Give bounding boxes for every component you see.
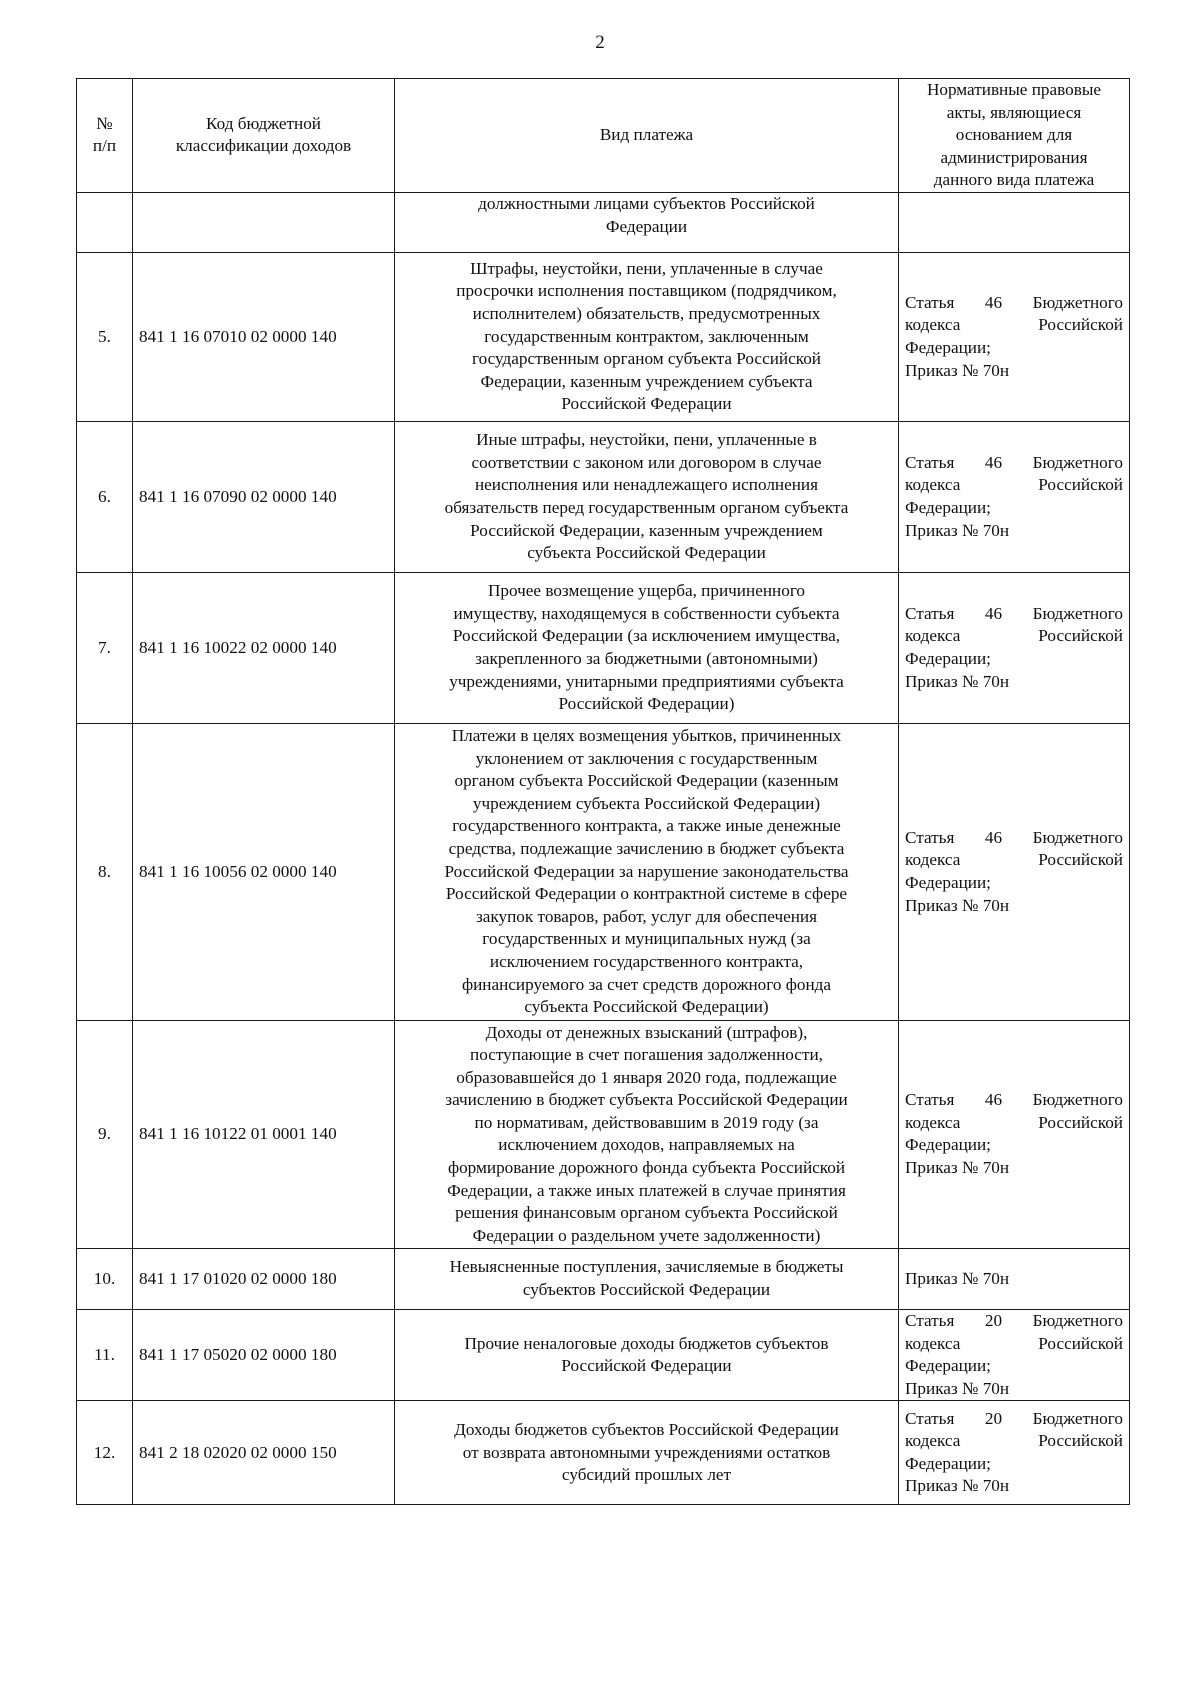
table-row (77, 252, 1130, 421)
row-code: 841 1 17 01020 02 0000 180 (133, 1248, 395, 1309)
row-legal-acts (899, 421, 1130, 572)
row-code: 841 1 16 10056 02 0000 140 (133, 723, 395, 1020)
legal-act-line: Приказ № 70н (905, 1158, 1010, 1178)
row-number: 12. (77, 1401, 133, 1505)
row-payment-type: Доходы от денежных взысканий (штрафов), поступающие в счет погашения задолженности, образовавшейся до 1 января 2020 года, подлежащие зачислению в бюджет субъекта Российской Федерации по нормативам, действовавшим в 2019 году (за исключением доходов, направляемых на формирование дорожного фонда субъекта Российской Федерации, а также иных платежей в случае принятия решения финансовым органом субъекта Российской Федерации о раздельном учете задолженности) (395, 1020, 899, 1248)
row-code: 841 2 18 02020 02 0000 150 (133, 1401, 395, 1505)
row-code (133, 192, 395, 252)
legal-act-line: кодекса Российской (905, 1333, 1123, 1353)
row-payment-type: Штрафы, неустойки, пени, уплаченные в случае просрочки исполнения поставщиком (подрядчиком, исполнителем) обязательств, предусмотренных государственным контрактом, заключенным государственным органом субъекта Российской Федерации, казенным учреждением субъекта Российской Федерации (395, 252, 899, 421)
row-payment-type: Невыясненные поступления, зачисляемые в бюджеты субъектов Российской Федерации (395, 1248, 899, 1309)
row-number: 7. (77, 572, 133, 723)
legal-act-line: Статья 20 Бюджетного (905, 1408, 1123, 1428)
row-legal-acts (899, 192, 1130, 252)
legal-act-line: Федерации; (905, 1356, 991, 1376)
table-row (77, 1020, 1130, 1248)
legal-act-line: Статья 46 Бюджетного (905, 1090, 1123, 1110)
table-header-row (77, 79, 1130, 193)
legal-act-line: Статья 46 Бюджетного (905, 292, 1123, 312)
legal-act-line: кодекса Российской (905, 626, 1123, 646)
legal-act-line: Приказ № 70н (905, 1268, 1010, 1288)
row-legal-acts (899, 1020, 1130, 1248)
legal-act-line: Приказ № 70н (905, 520, 1010, 540)
row-payment-type: Платежи в целях возмещения убытков, причиненных уклонением от заключения с государственным органом субъекта Российской Федерации (казенным учреждением субъекта Российской Федерации) государственного контракта, а также иные денежные средства, подлежащие зачислению в бюджет субъекта Российской Федерации за нарушение законодательства Российской Федерации о контрактной системе в сфере закупок товаров, работ, услуг для обеспечения государственных и муниципальных нужд (за исключением государственного контракта, финансируемого за счет средств дорожного фонда субъекта Российской Федерации) (395, 723, 899, 1020)
row-number: 10. (77, 1248, 133, 1309)
budget-classification-table (76, 78, 1130, 1505)
header-legal-acts: Нормативные правовые акты, являющиеся основанием для администрирования данного вида платежа (899, 79, 1130, 193)
row-number: 11. (77, 1309, 133, 1400)
legal-act-line: Статья 20 Бюджетного (905, 1310, 1123, 1330)
row-legal-acts (899, 1309, 1130, 1400)
table-row (77, 1248, 1130, 1309)
row-payment-type: Прочие неналоговые доходы бюджетов субъектов Российской Федерации (395, 1309, 899, 1400)
legal-act-line: кодекса Российской (905, 1112, 1123, 1132)
legal-act-line: Приказ № 70н (905, 671, 1010, 691)
legal-act-line: Федерации; (905, 337, 991, 357)
page-number: 2 (595, 32, 605, 53)
row-payment-type: Доходы бюджетов субъектов Российской Федерации от возврата автономными учреждениями остатков субсидий прошлых лет (395, 1401, 899, 1505)
legal-act-line: Федерации; (905, 497, 991, 517)
legal-act-line: Статья 46 Бюджетного (905, 452, 1123, 472)
row-legal-acts (899, 1401, 1130, 1505)
legal-act-line: Статья 46 Бюджетного (905, 827, 1123, 847)
legal-act-line: Федерации; (905, 1453, 991, 1473)
legal-act-line: кодекса Российской (905, 850, 1123, 870)
table-row (77, 1401, 1130, 1505)
table-row (77, 723, 1130, 1020)
legal-act-line: Федерации; (905, 872, 991, 892)
legal-act-line: кодекса Российской (905, 315, 1123, 335)
row-legal-acts (899, 723, 1130, 1020)
legal-act-line: Приказ № 70н (905, 895, 1010, 915)
row-number (77, 192, 133, 252)
legal-act-line: Приказ № 70н (905, 360, 1010, 380)
legal-act-line: кодекса Российской (905, 475, 1123, 495)
row-code: 841 1 16 10122 01 0001 140 (133, 1020, 395, 1248)
legal-act-line: Федерации; (905, 1135, 991, 1155)
row-legal-acts (899, 1248, 1130, 1309)
legal-act-line: Федерации; (905, 648, 991, 668)
header-number: № п/п (77, 79, 133, 193)
row-code: 841 1 17 05020 02 0000 180 (133, 1309, 395, 1400)
row-legal-acts (899, 572, 1130, 723)
legal-act-line: Приказ № 70н (905, 1476, 1010, 1496)
row-number: 5. (77, 252, 133, 421)
legal-act-line: кодекса Российской (905, 1431, 1123, 1451)
row-number: 9. (77, 1020, 133, 1248)
row-payment-type: Иные штрафы, неустойки, пени, уплаченные в соответствии с законом или договором в случае неисполнения или ненадлежащего исполнения обязательств перед государственным органом субъекта Российской Федерации, казенным учреждением субъекта Российской Федерации (395, 421, 899, 572)
row-legal-acts (899, 252, 1130, 421)
row-payment-type: Прочее возмещение ущерба, причиненного имуществу, находящемуся в собственности субъекта Российской Федерации (за исключением имущества, закрепленного за бюджетными (автономными) учреждениями, унитарными предприятиями субъекта Российской Федерации) (395, 572, 899, 723)
table-row (77, 421, 1130, 572)
legal-act-line: Приказ № 70н (905, 1378, 1010, 1398)
row-number: 8. (77, 723, 133, 1020)
table-row (77, 1309, 1130, 1400)
row-code: 841 1 16 07010 02 0000 140 (133, 252, 395, 421)
legal-act-line: Статья 46 Бюджетного (905, 603, 1123, 623)
row-code: 841 1 16 10022 02 0000 140 (133, 572, 395, 723)
row-number: 6. (77, 421, 133, 572)
row-code: 841 1 16 07090 02 0000 140 (133, 421, 395, 572)
header-code: Код бюджетной классификации доходов (133, 79, 395, 193)
row-payment-type: должностными лицами субъектов Российской Федерации (395, 192, 899, 252)
continuation-row (77, 192, 1130, 252)
header-payment-type: Вид платежа (395, 79, 899, 193)
table-row (77, 572, 1130, 723)
